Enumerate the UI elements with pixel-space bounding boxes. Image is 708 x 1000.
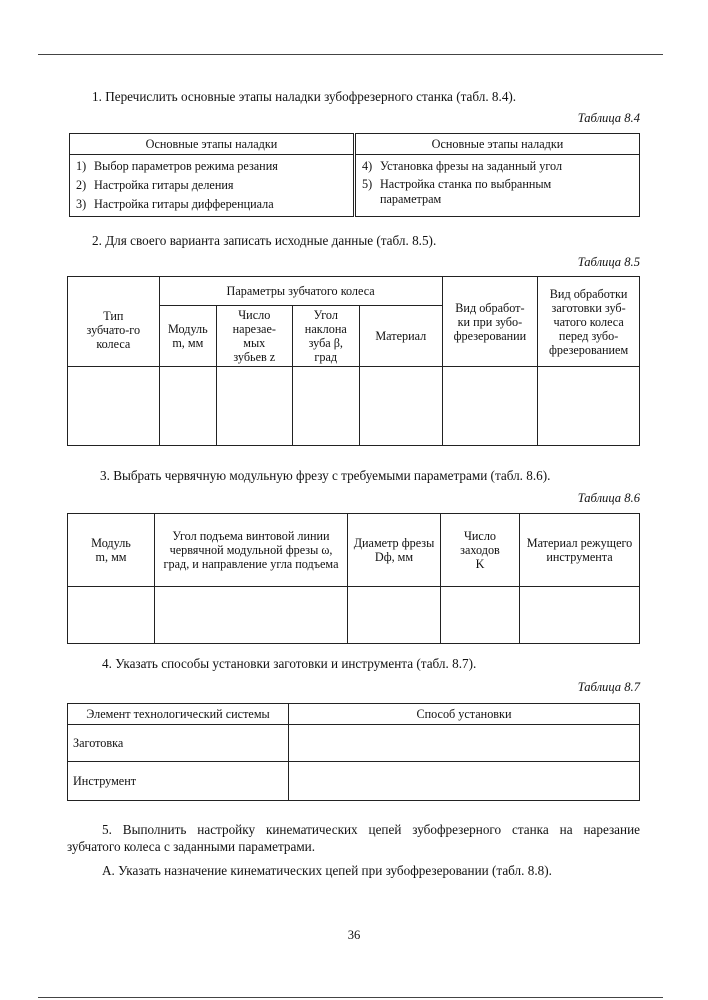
t86-col-starts: Число заходов K <box>441 514 520 587</box>
t87-row-tool: Инструмент <box>68 762 289 801</box>
page-number: 36 <box>347 928 361 942</box>
t87-col-method: Способ установки <box>289 704 640 725</box>
table-8-5 <box>67 276 640 446</box>
t86-cell <box>155 587 348 644</box>
t85-col-type: Тип зубчато-го колеса <box>68 277 160 367</box>
paragraph-1: 1. Перечислить основные этапы наладки зубофрезерного станка (табл. 8.4). <box>92 89 517 104</box>
t84-head-right: Основные этапы наладки <box>355 134 640 155</box>
t84-item-5-cont: параметрам <box>380 192 442 206</box>
table-8-6-caption: Таблица 8.6 <box>577 491 640 505</box>
t86-col-module: Модуль m, мм <box>68 514 155 587</box>
t85-empty-row <box>68 367 640 446</box>
t84-right-cell <box>355 155 640 217</box>
table-8-4 <box>69 133 640 217</box>
bottom-rule <box>38 997 663 998</box>
t86-cell <box>441 587 520 644</box>
top-rule <box>38 54 663 55</box>
paragraph-5-line-1: 5. Выполнить настройку кинематических цепей зубофрезерного станка на нарезание <box>102 822 640 837</box>
t84-left-cell <box>70 155 355 217</box>
t84-item-2: 2) Настройка гитары деления <box>76 178 234 192</box>
t85-col-process: Вид обработ-ки при зубо-фрезеровании <box>442 277 538 367</box>
t85-cell <box>159 367 216 446</box>
t84-head-left: Основные этапы наладки <box>70 134 355 155</box>
t85-cell <box>442 367 538 446</box>
t87-cell <box>289 762 640 801</box>
t85-group-header: Параметры зубчатого колеса <box>159 277 442 306</box>
t84-item-5: 5) Настройка станка по выбранным <box>362 177 552 191</box>
t87-row-blank: Заготовка <box>68 725 289 762</box>
t84-item-1: 1) Выбор параметров режима резания <box>76 159 278 173</box>
table-8-7-caption: Таблица 8.7 <box>577 680 640 694</box>
paragraph-4: 4. Указать способы установки заготовки и инструмента (табл. 8.7). <box>102 656 477 671</box>
t85-cell <box>217 367 293 446</box>
table-8-7 <box>67 703 640 801</box>
t87-cell <box>289 725 640 762</box>
t85-cell <box>292 367 359 446</box>
table-8-6 <box>67 513 640 644</box>
t85-cell <box>360 367 443 446</box>
t84-item-3: 3) Настройка гитары дифференциала <box>76 197 274 211</box>
paragraph-2: 2. Для своего варианта записать исходные данные (табл. 8.5). <box>92 233 437 248</box>
t86-col-angle: Угол подъема винтовой линии червячной модульной фрезы ω, град, и направление угла подъема <box>155 514 348 587</box>
t86-col-material: Материал режущего инструмента <box>520 514 640 587</box>
table-8-4-caption: Таблица 8.4 <box>577 111 640 125</box>
t85-cell <box>538 367 640 446</box>
paragraph-3: 3. Выбрать червячную модульную фрезу с требуемыми параметрами (табл. 8.6). <box>100 468 551 483</box>
t85-col-module: Модуль m, мм <box>159 306 216 367</box>
t85-cell <box>68 367 160 446</box>
table-8-5-caption: Таблица 8.5 <box>577 255 640 269</box>
t84-item-4: 4) Установка фрезы на заданный угол <box>362 159 563 173</box>
t86-cell <box>348 587 441 644</box>
t86-empty-row <box>68 587 640 644</box>
t85-col-material: Материал <box>360 306 443 367</box>
t86-col-diam: Диаметр фрезы Dф, мм <box>348 514 441 587</box>
paragraph-6: А. Указать назначение кинематических цепей при зубофрезеровании (табл. 8.8). <box>102 863 552 878</box>
t87-col-element: Элемент технологический системы <box>68 704 289 725</box>
t86-cell <box>520 587 640 644</box>
t86-cell <box>68 587 155 644</box>
t85-col-teeth: Число нарезае-мых зубьев z <box>217 306 293 367</box>
t85-col-blank: Вид обработки заготовки зуб-чатого колеса перед зубо-фрезерованием <box>538 277 640 367</box>
t85-col-angle: Угол наклона зуба β, град <box>292 306 359 367</box>
paragraph-5-line-2: зубчатого колеса с заданными параметрами. <box>67 839 316 854</box>
